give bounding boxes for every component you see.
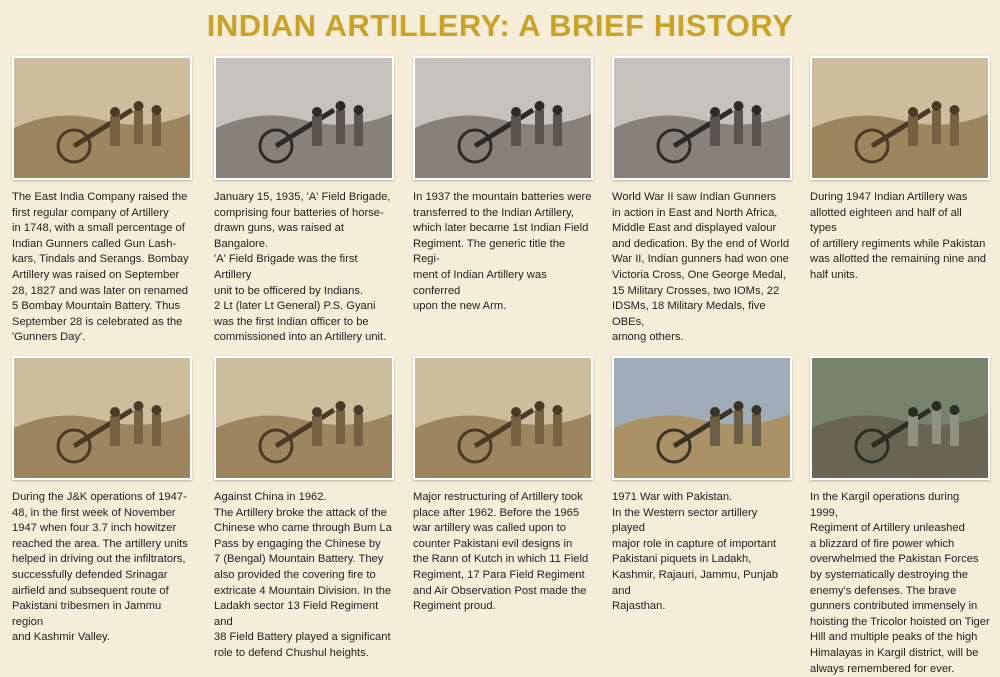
history-card-3 [413, 56, 593, 315]
history-photo [214, 56, 394, 180]
historic-photo-icon [812, 358, 988, 478]
history-photo [12, 356, 192, 480]
historic-photo-icon [415, 358, 591, 478]
history-text: World War II saw Indian Gunners in action in East and North Africa, Middle East and displayed valour and dedication. By the end of World War II, Indian gunners had won one Victoria Cross, One George Medal, 15 Military Crosses, two IOMs, 22 IDSMs, 18 Military Medals, five OBEs, among others. [612, 191, 790, 344]
history-card-1 [12, 56, 192, 346]
history-card-6 [12, 356, 192, 646]
historic-photo-icon [216, 358, 392, 478]
historic-photo-icon [614, 358, 790, 478]
page-title: INDIAN ARTILLERY: A BRIEF HISTORY [206, 8, 794, 43]
historic-photo-icon [14, 58, 190, 178]
history-card-2 [214, 56, 394, 346]
history-text: During 1947 Indian Artillery was allotted eighteen and half of all types of artillery regiments while Pakistan was allotted the remaining nine and half units. [810, 191, 987, 281]
history-text: In the Kargil operations during 1999, Regiment of Artillery unleashed a blizzard of fire power which overwhelmed the Pakistan Forces by systematically destroying the enemy's defenses. The brave gunners contributed immensely in hoisting the Tricolor hoisted on Tiger Hill and multiple peaks of the high Himalayas in Kargil district, will be always remembered for ever. [810, 491, 990, 675]
historic-photo-icon [415, 58, 591, 178]
history-text: January 15, 1935, 'A' Field Brigade, comprising four batteries of horse- drawn guns, was raised at Bangalore. 'A' Field Brigade was the first Artillery unit to be officered by Indians. 2 Lt (later Lt General) P.S. Gyani was the first Indian officer to be commissioned into an Artillery unit. [214, 191, 391, 344]
history-photo [810, 56, 990, 180]
historic-photo-icon [812, 58, 988, 178]
history-photo [214, 356, 394, 480]
historic-photo-icon [614, 58, 790, 178]
history-card-8 [413, 356, 593, 615]
history-card-4 [612, 56, 792, 346]
history-card-7 [214, 356, 394, 662]
history-text: During the J&K operations of 1947- 48, in the first week of November 1947 when four 3.7 inch howitzer reached the area. The artillery units helped in driving out the infiltrators, successfully defended Srinagar airfield and subsequent route of Pakistani tribesmen in Jammu region and Kashmir Valley. [12, 491, 188, 644]
history-photo [612, 356, 792, 480]
history-text: In 1937 the mountain batteries were transferred to the Indian Artillery, which later became 1st Indian Field Regiment. The generic title the Regi- ment of Indian Artillery was conferred upon the new Arm. [413, 191, 592, 313]
historic-photo-icon [14, 358, 190, 478]
history-photo [413, 356, 593, 480]
history-card-10 [810, 356, 990, 677]
history-photo [413, 56, 593, 180]
history-text: Against China in 1962. The Artillery broke the attack of the Chinese who came through Bum La Pass by engaging the Chinese by 7 (Bengal) Mountain Battery. They also provided the covering fire to extricate 4 Mountain Division. In the Ladakh sector 13 Field Regiment and 38 Field Battery played a significant role to defend Chushul heights. [214, 491, 392, 659]
history-text: 1971 War with Pakistan. In the Western sector artillery played major role in capture of important Pakistani piquets in Ladakh, Kashmir, Rajauri, Jammu, Punjab and Rajasthan. [612, 491, 779, 613]
history-photo [12, 56, 192, 180]
history-photo [612, 56, 792, 180]
history-card-9 [612, 356, 792, 615]
history-text: Major restructuring of Artillery took place after 1962. Before the 1965 war artillery was called upon to counter Pakistani evil designs in the Rann of Kutch in which 11 Field Regiment, 17 Para Field Regiment and Air Observation Post made the Regiment proud. [413, 491, 589, 613]
history-text: The East India Company raised the first regular company of Artillery in 1748, with a small percentage of Indian Gunners called Gun Lash- kars, Tindals and Serangs. Bombay Artillery was raised on September 28, 1827 and was later on renamed 5 Bombay Mountain Battery. Thus September 28 is celebrated as the 'Gunners Day'. [12, 191, 189, 344]
historic-photo-icon [216, 58, 392, 178]
history-card-5 [810, 56, 990, 284]
history-photo [810, 356, 990, 480]
